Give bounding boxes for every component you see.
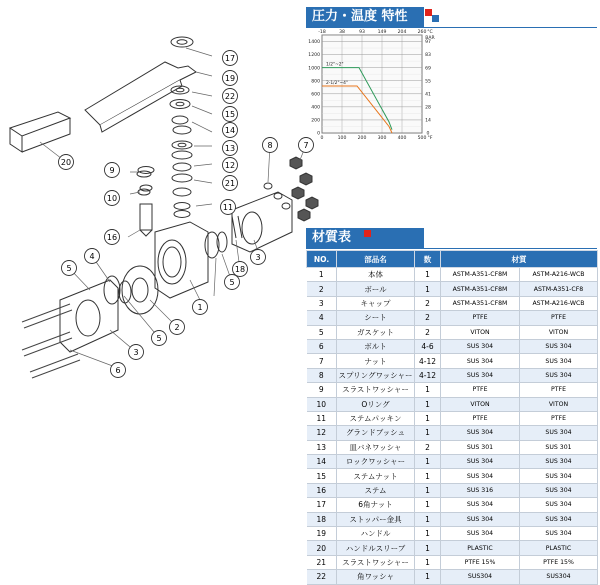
cell-material-2: SUS 304 bbox=[520, 512, 598, 526]
cell-material-2: SUS 304 bbox=[520, 455, 598, 469]
tick-label-top: -18 bbox=[318, 30, 326, 35]
materials-section-rule bbox=[306, 248, 597, 249]
cell-no: 22 bbox=[307, 570, 337, 584]
callout-label: 22 bbox=[224, 92, 236, 101]
cell-qty: 2 bbox=[415, 296, 441, 310]
callout-label: 2 bbox=[174, 323, 180, 332]
cell-no: 14 bbox=[307, 455, 337, 469]
series-label: 2-1/2"~4" bbox=[326, 80, 348, 86]
cell-no: 9 bbox=[307, 383, 337, 397]
callout-label: 11 bbox=[222, 203, 234, 212]
callout-label: 7 bbox=[303, 141, 309, 150]
cell-material-2: SUS 304 bbox=[520, 339, 598, 353]
cell-part-name: グランドブッシュ bbox=[337, 426, 415, 440]
cell-part-name: キャップ bbox=[337, 296, 415, 310]
axis-unit-bottom: °F bbox=[427, 136, 433, 141]
mat-square-red bbox=[364, 230, 371, 237]
materials-table bbox=[306, 250, 598, 585]
tick-label-left: 400 bbox=[311, 105, 320, 111]
cell-qty: 1 bbox=[415, 483, 441, 497]
callout-label: 16 bbox=[106, 233, 118, 242]
tick-label-top: 93 bbox=[359, 30, 365, 35]
table-row bbox=[307, 383, 598, 397]
table-row bbox=[307, 469, 598, 483]
table-row bbox=[307, 354, 598, 368]
tick-label-top: 260 bbox=[417, 30, 427, 35]
cell-no: 2 bbox=[307, 282, 337, 296]
header-no: NO. bbox=[307, 251, 337, 268]
callout-label: 5 bbox=[156, 334, 162, 343]
cell-qty: 1 bbox=[415, 498, 441, 512]
callout-label: 6 bbox=[115, 366, 121, 375]
header-material: 材質 bbox=[441, 251, 598, 268]
chart-section-title: 圧力・温度 特性 bbox=[306, 7, 424, 27]
table-row bbox=[307, 570, 598, 584]
cell-no: 20 bbox=[307, 541, 337, 555]
cell-material-2: SUS 304 bbox=[520, 483, 598, 497]
tick-label-left: 200 bbox=[311, 118, 320, 124]
cell-no: 10 bbox=[307, 397, 337, 411]
cell-qty: 1 bbox=[415, 397, 441, 411]
table-row bbox=[307, 397, 598, 411]
cell-no: 18 bbox=[307, 512, 337, 526]
cell-no: 7 bbox=[307, 354, 337, 368]
callout-label: 18 bbox=[234, 265, 246, 274]
cell-material-1: PLASTIC bbox=[441, 541, 520, 555]
table-row bbox=[307, 282, 598, 296]
table-row bbox=[307, 325, 598, 339]
cell-part-name: ステム bbox=[337, 483, 415, 497]
cell-material-1: VITON bbox=[441, 397, 520, 411]
cell-material-2: SUS 304 bbox=[520, 498, 598, 512]
callout-label: 1 bbox=[197, 303, 203, 312]
table-row bbox=[307, 527, 598, 541]
table-row bbox=[307, 483, 598, 497]
cell-material-2: SUS 304 bbox=[520, 354, 598, 368]
cell-material-2: ASTM-A216-WCB bbox=[520, 268, 598, 282]
title-square-red bbox=[425, 9, 432, 16]
cell-material-1: SUS304 bbox=[441, 570, 520, 584]
tick-label-right: 97 bbox=[425, 40, 431, 46]
axis-unit-top: °C bbox=[427, 30, 433, 35]
cell-part-name: ボール bbox=[337, 282, 415, 296]
callout-label: 17 bbox=[224, 54, 236, 63]
cell-part-name: ロックワッシャー bbox=[337, 455, 415, 469]
cell-no: 8 bbox=[307, 368, 337, 382]
cell-part-name: ステムパッキン bbox=[337, 411, 415, 425]
cell-material-1: ASTM-A351-CF8M bbox=[441, 282, 520, 296]
cell-part-name: スラストワッシャー bbox=[337, 555, 415, 569]
cell-material-2: PTFE bbox=[520, 383, 598, 397]
cell-part-name: ボルト bbox=[337, 339, 415, 353]
cell-part-name: ストッパー金具 bbox=[337, 512, 415, 526]
cell-material-2: PLASTIC bbox=[520, 541, 598, 555]
callout-label: 3 bbox=[255, 253, 261, 262]
callout-label: 3 bbox=[133, 348, 139, 357]
cell-qty: 4-6 bbox=[415, 339, 441, 353]
cell-no: 21 bbox=[307, 555, 337, 569]
cell-part-name: 皿バネワッシャ bbox=[337, 440, 415, 454]
tick-label-bottom: 200 bbox=[357, 136, 367, 141]
cell-no: 17 bbox=[307, 498, 337, 512]
cell-no: 15 bbox=[307, 469, 337, 483]
tick-label-left: 1400 bbox=[308, 40, 320, 46]
cell-material-1: SUS 304 bbox=[441, 339, 520, 353]
cell-part-name: Oリング bbox=[337, 397, 415, 411]
tick-label-right: 41 bbox=[425, 92, 431, 98]
tick-label-left: 800 bbox=[311, 79, 320, 85]
cell-part-name: スプリングワッシャー bbox=[337, 368, 415, 382]
cell-qty: 1 bbox=[415, 411, 441, 425]
cell-part-name: 角ワッシャ bbox=[337, 570, 415, 584]
cell-no: 19 bbox=[307, 527, 337, 541]
cell-material-2: PTFE bbox=[520, 311, 598, 325]
table-row bbox=[307, 555, 598, 569]
cell-part-name: スラストワッシャー bbox=[337, 383, 415, 397]
tick-label-right: 69 bbox=[425, 66, 431, 72]
tick-label-left: 1200 bbox=[308, 53, 320, 59]
cell-material-1: PTFE bbox=[441, 383, 520, 397]
table-row bbox=[307, 498, 598, 512]
cell-material-1: VITON bbox=[441, 325, 520, 339]
table-row bbox=[307, 296, 598, 310]
cell-material-1: PTFE bbox=[441, 311, 520, 325]
cell-material-1: PTFE 15% bbox=[441, 555, 520, 569]
cell-material-1: SUS 301 bbox=[441, 440, 520, 454]
cell-part-name: 6角ナット bbox=[337, 498, 415, 512]
cell-qty: 1 bbox=[415, 469, 441, 483]
callout-label: 8 bbox=[267, 141, 273, 150]
tick-label-bottom: 100 bbox=[337, 136, 347, 141]
tick-label-right: 83 bbox=[425, 53, 431, 59]
table-row bbox=[307, 440, 598, 454]
callout-label: 12 bbox=[224, 161, 236, 170]
tick-label-right: 0 bbox=[426, 131, 430, 137]
cell-no: 6 bbox=[307, 339, 337, 353]
tick-label-bottom: 0 bbox=[320, 136, 324, 141]
materials-section-title: 材質表 bbox=[306, 228, 424, 248]
materials-table-body bbox=[307, 268, 598, 585]
cell-material-1: SUS 304 bbox=[441, 469, 520, 483]
tick-label-top: 38 bbox=[339, 30, 345, 35]
callout-label: 13 bbox=[224, 144, 236, 153]
cell-material-2: SUS304 bbox=[520, 570, 598, 584]
pressure-temperature-chart bbox=[300, 27, 440, 147]
cell-material-2: VITON bbox=[520, 325, 598, 339]
cell-qty: 4-12 bbox=[415, 354, 441, 368]
cell-material-1: SUS 304 bbox=[441, 455, 520, 469]
cell-qty: 4-12 bbox=[415, 368, 441, 382]
cell-part-name: ハンドルスリーブ bbox=[337, 541, 415, 555]
cell-material-1: SUS 304 bbox=[441, 527, 520, 541]
tick-label-top: 204 bbox=[397, 30, 407, 35]
axis-unit-right: BAR bbox=[425, 36, 435, 41]
cell-material-2: SUS 301 bbox=[520, 440, 598, 454]
cell-material-2: PTFE bbox=[520, 411, 598, 425]
cell-qty: 2 bbox=[415, 440, 441, 454]
tick-label-left: 0 bbox=[317, 131, 320, 137]
cell-qty: 2 bbox=[415, 325, 441, 339]
cell-material-1: SUS 304 bbox=[441, 354, 520, 368]
mat-square-blue bbox=[371, 236, 378, 243]
title-square-blue bbox=[432, 15, 439, 22]
cell-material-2: ASTM-A216-WCB bbox=[520, 296, 598, 310]
table-row bbox=[307, 411, 598, 425]
table-row bbox=[307, 541, 598, 555]
cell-material-1: ASTM-A351-CF8M bbox=[441, 268, 520, 282]
callout-label: 9 bbox=[109, 166, 115, 175]
cell-part-name: ナット bbox=[337, 354, 415, 368]
cell-qty: 1 bbox=[415, 527, 441, 541]
callout-label: 5 bbox=[66, 264, 72, 273]
callout-label: 10 bbox=[106, 194, 118, 203]
table-row bbox=[307, 368, 598, 382]
cell-material-2: ASTM-A351-CF8 bbox=[520, 282, 598, 296]
tick-label-right: 14 bbox=[425, 118, 431, 124]
cell-material-2: PTFE 15% bbox=[520, 555, 598, 569]
cell-no: 3 bbox=[307, 296, 337, 310]
cell-qty: 1 bbox=[415, 282, 441, 296]
callout-label: 5 bbox=[229, 278, 235, 287]
cell-no: 11 bbox=[307, 411, 337, 425]
cell-material-1: SUS 316 bbox=[441, 483, 520, 497]
table-row bbox=[307, 455, 598, 469]
tick-label-right: 28 bbox=[425, 105, 431, 111]
cell-qty: 1 bbox=[415, 426, 441, 440]
cell-qty: 1 bbox=[415, 570, 441, 584]
cell-no: 13 bbox=[307, 440, 337, 454]
header-qty: 数 bbox=[415, 251, 441, 268]
callout-label: 19 bbox=[224, 74, 236, 83]
tick-label-left: 600 bbox=[311, 92, 320, 98]
cell-no: 5 bbox=[307, 325, 337, 339]
cell-material-1: SUS 304 bbox=[441, 426, 520, 440]
header-part-name: 部品名 bbox=[337, 251, 415, 268]
cell-material-2: VITON bbox=[520, 397, 598, 411]
cell-material-1: SUS 304 bbox=[441, 368, 520, 382]
cell-part-name: ステムナット bbox=[337, 469, 415, 483]
cell-no: 4 bbox=[307, 311, 337, 325]
tick-label-bottom: 400 bbox=[397, 136, 407, 141]
callout-label: 15 bbox=[224, 110, 236, 119]
table-row bbox=[307, 268, 598, 282]
cell-material-1: PTFE bbox=[441, 411, 520, 425]
tick-label-bottom: 500 bbox=[417, 136, 427, 141]
table-row bbox=[307, 512, 598, 526]
cell-material-2: SUS 304 bbox=[520, 368, 598, 382]
callout-label: 4 bbox=[89, 252, 95, 261]
cell-part-name: ハンドル bbox=[337, 527, 415, 541]
cell-material-2: SUS 304 bbox=[520, 527, 598, 541]
tick-label-right: 55 bbox=[425, 79, 431, 85]
cell-qty: 1 bbox=[415, 512, 441, 526]
cell-qty: 1 bbox=[415, 268, 441, 282]
table-row bbox=[307, 426, 598, 440]
cell-qty: 1 bbox=[415, 455, 441, 469]
cell-no: 12 bbox=[307, 426, 337, 440]
handle-sleeve-part bbox=[10, 112, 70, 136]
cell-part-name: 本体 bbox=[337, 268, 415, 282]
cell-qty: 2 bbox=[415, 311, 441, 325]
cell-no: 1 bbox=[307, 268, 337, 282]
cell-qty: 1 bbox=[415, 541, 441, 555]
cell-qty: 1 bbox=[415, 383, 441, 397]
series-label: 1/2"~2" bbox=[326, 62, 344, 68]
cell-no: 16 bbox=[307, 483, 337, 497]
tick-label-left: 1000 bbox=[308, 66, 320, 72]
table-row bbox=[307, 339, 598, 353]
cell-part-name: ガスケット bbox=[337, 325, 415, 339]
callout-label: 14 bbox=[224, 126, 236, 135]
tick-label-bottom: 300 bbox=[377, 136, 387, 141]
cell-material-2: SUS 304 bbox=[520, 469, 598, 483]
cell-material-1: ASTM-A351-CF8M bbox=[441, 296, 520, 310]
cell-part-name: シート bbox=[337, 311, 415, 325]
cell-qty: 1 bbox=[415, 555, 441, 569]
callout-label: 21 bbox=[224, 179, 236, 188]
cell-material-1: SUS 304 bbox=[441, 498, 520, 512]
cell-material-2: SUS 304 bbox=[520, 426, 598, 440]
tick-label-top: 149 bbox=[377, 30, 387, 35]
cell-material-1: SUS 304 bbox=[441, 512, 520, 526]
callout-label: 20 bbox=[60, 158, 72, 167]
table-header-row bbox=[307, 251, 598, 268]
table-row bbox=[307, 311, 598, 325]
